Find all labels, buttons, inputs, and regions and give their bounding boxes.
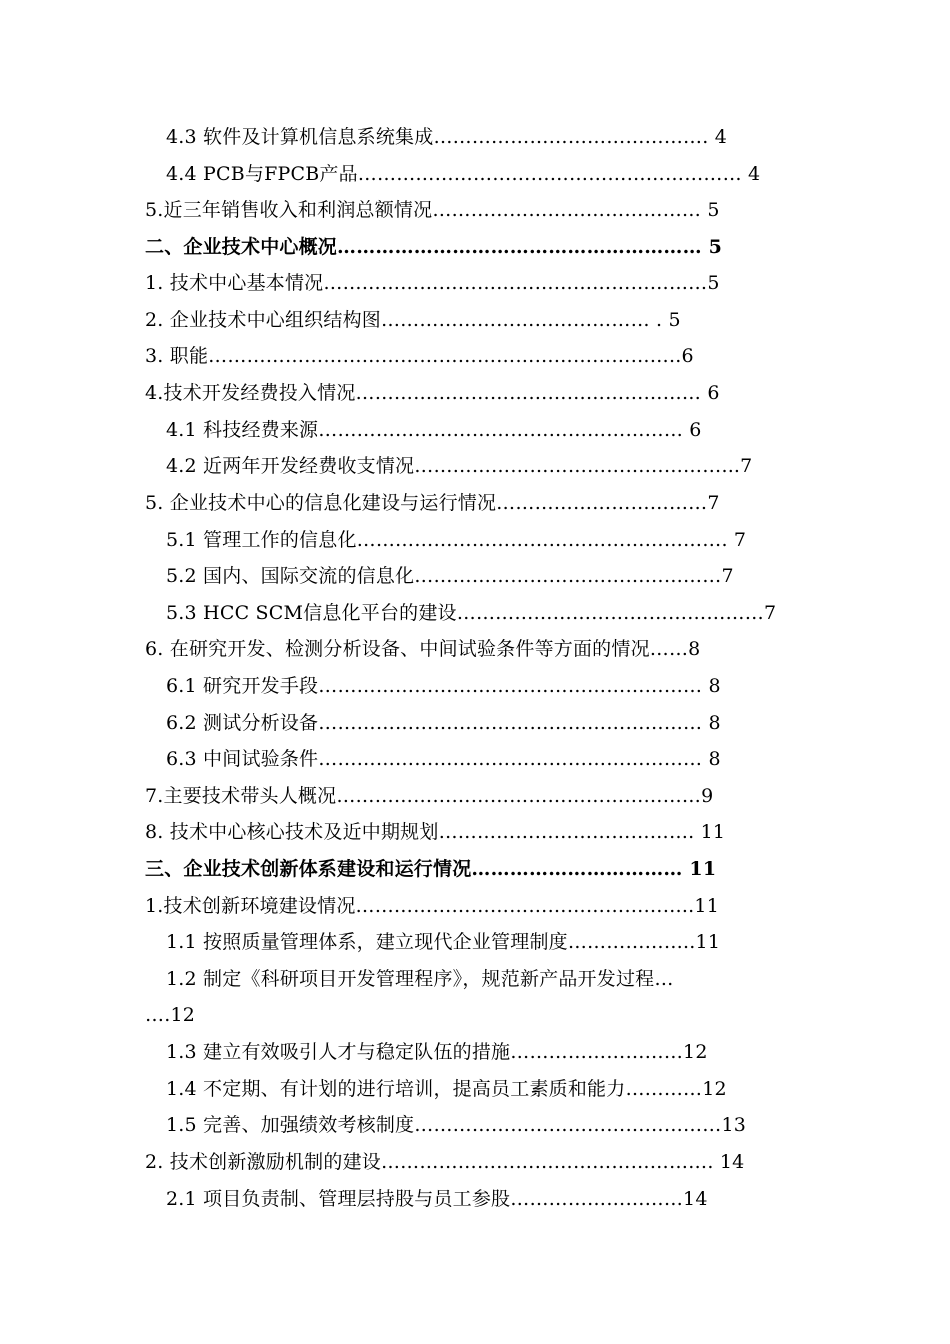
toc-entry-s3-1-2-page: ….12 — [145, 1004, 196, 1026]
toc-entry-s2-7: 7.主要技术带头人概况…………………………………………………9 — [145, 785, 714, 807]
toc-entry-4-3: 4.3 软件及计算机信息系统集成……………………………………. 4 — [166, 126, 728, 148]
toc-section-2: 二、企业技术中心概况………………………………………………… 5 — [145, 236, 723, 258]
toc-entry-s2-2: 2. 企业技术中心组织结构图…………………………………… . 5 — [145, 309, 681, 331]
toc-entry-s3-1-1: 1.1 按照质量管理体系，建立现代企业管理制度………………..11 — [166, 931, 721, 953]
toc-entry-s3-2: 2. 技术创新激励机制的建设……………………………………………. 14 — [145, 1151, 745, 1173]
toc-entry-s2-8: 8. 技术中心核心技术及近中期规划…………………………………. 11 — [145, 821, 726, 843]
toc-entry-s3-1-3: 1.3 建立有效吸引人才与稳定队伍的措施………………………12 — [166, 1041, 708, 1063]
toc-entry-s2-5-1: 5.1 管理工作的信息化…………………………………………………. 7 — [166, 529, 747, 551]
toc-entry-5: 5.近三年销售收入和利润总额情况…………………………………… 5 — [145, 199, 720, 221]
toc-section-3: 三、企业技术创新体系建设和运行情况…………………………… 11 — [145, 858, 717, 880]
toc-entry-s2-1: 1. 技术中心基本情况……………………………………………………5 — [145, 272, 720, 294]
toc-entry-s3-2-1: 2.1 项目负责制、管理层持股与员工参股………………………14 — [166, 1188, 708, 1210]
toc-entry-4-4: 4.4 PCB与FPCB产品…………………………………………………… 4 — [166, 163, 761, 185]
toc-entry-s2-5: 5. 企业技术中心的信息化建设与运行情况……………………………7 — [145, 492, 720, 514]
toc-entry-s2-5-3: 5.3 HCC SCM信息化平台的建设…………………………………………7 — [166, 602, 777, 624]
toc-entry-s2-6: 6. 在研究开发、检测分析设备、中间试验条件等方面的情况……8 — [145, 638, 701, 660]
toc-entry-s2-6-2: 6.2 测试分析设备…………………………………………………… 8 — [166, 712, 721, 734]
toc-entry-s2-4-1: 4.1 科技经费来源………………………………………………… 6 — [166, 419, 702, 441]
toc-entry-s2-4-2: 4.2 近两年开发经费收支情况…………………………………………...7 — [166, 455, 753, 477]
toc-entry-s3-1: 1.技术创新环境建设情况……………………………………………..11 — [145, 895, 719, 917]
toc-entry-s3-1-5: 1.5 完善、加强绩效考核制度…………………………………………13 — [166, 1114, 747, 1136]
toc-entry-s2-4: 4.技术开发经费投入情况……………………………………………… 6 — [145, 382, 720, 404]
toc-entry-s2-5-2: 5.2 国内、国际交流的信息化…………………………………………7 — [166, 565, 734, 587]
toc-entry-s2-3: 3. 职能………………………………………………………………..6 — [145, 345, 694, 367]
toc-entry-s3-1-2: 1.2 制定《科研项目开发管理程序》，规范新产品开发过程… — [166, 968, 674, 990]
toc-entry-s2-6-1: 6.1 研究开发手段…………………………………………………… 8 — [166, 675, 721, 697]
toc-entry-s3-1-4: 1.4 不定期、有计划的进行培训，提高员工素质和能力…………12 — [166, 1078, 727, 1100]
toc-entry-s2-6-3: 6.3 中间试验条件…………………………………………………… 8 — [166, 748, 721, 770]
